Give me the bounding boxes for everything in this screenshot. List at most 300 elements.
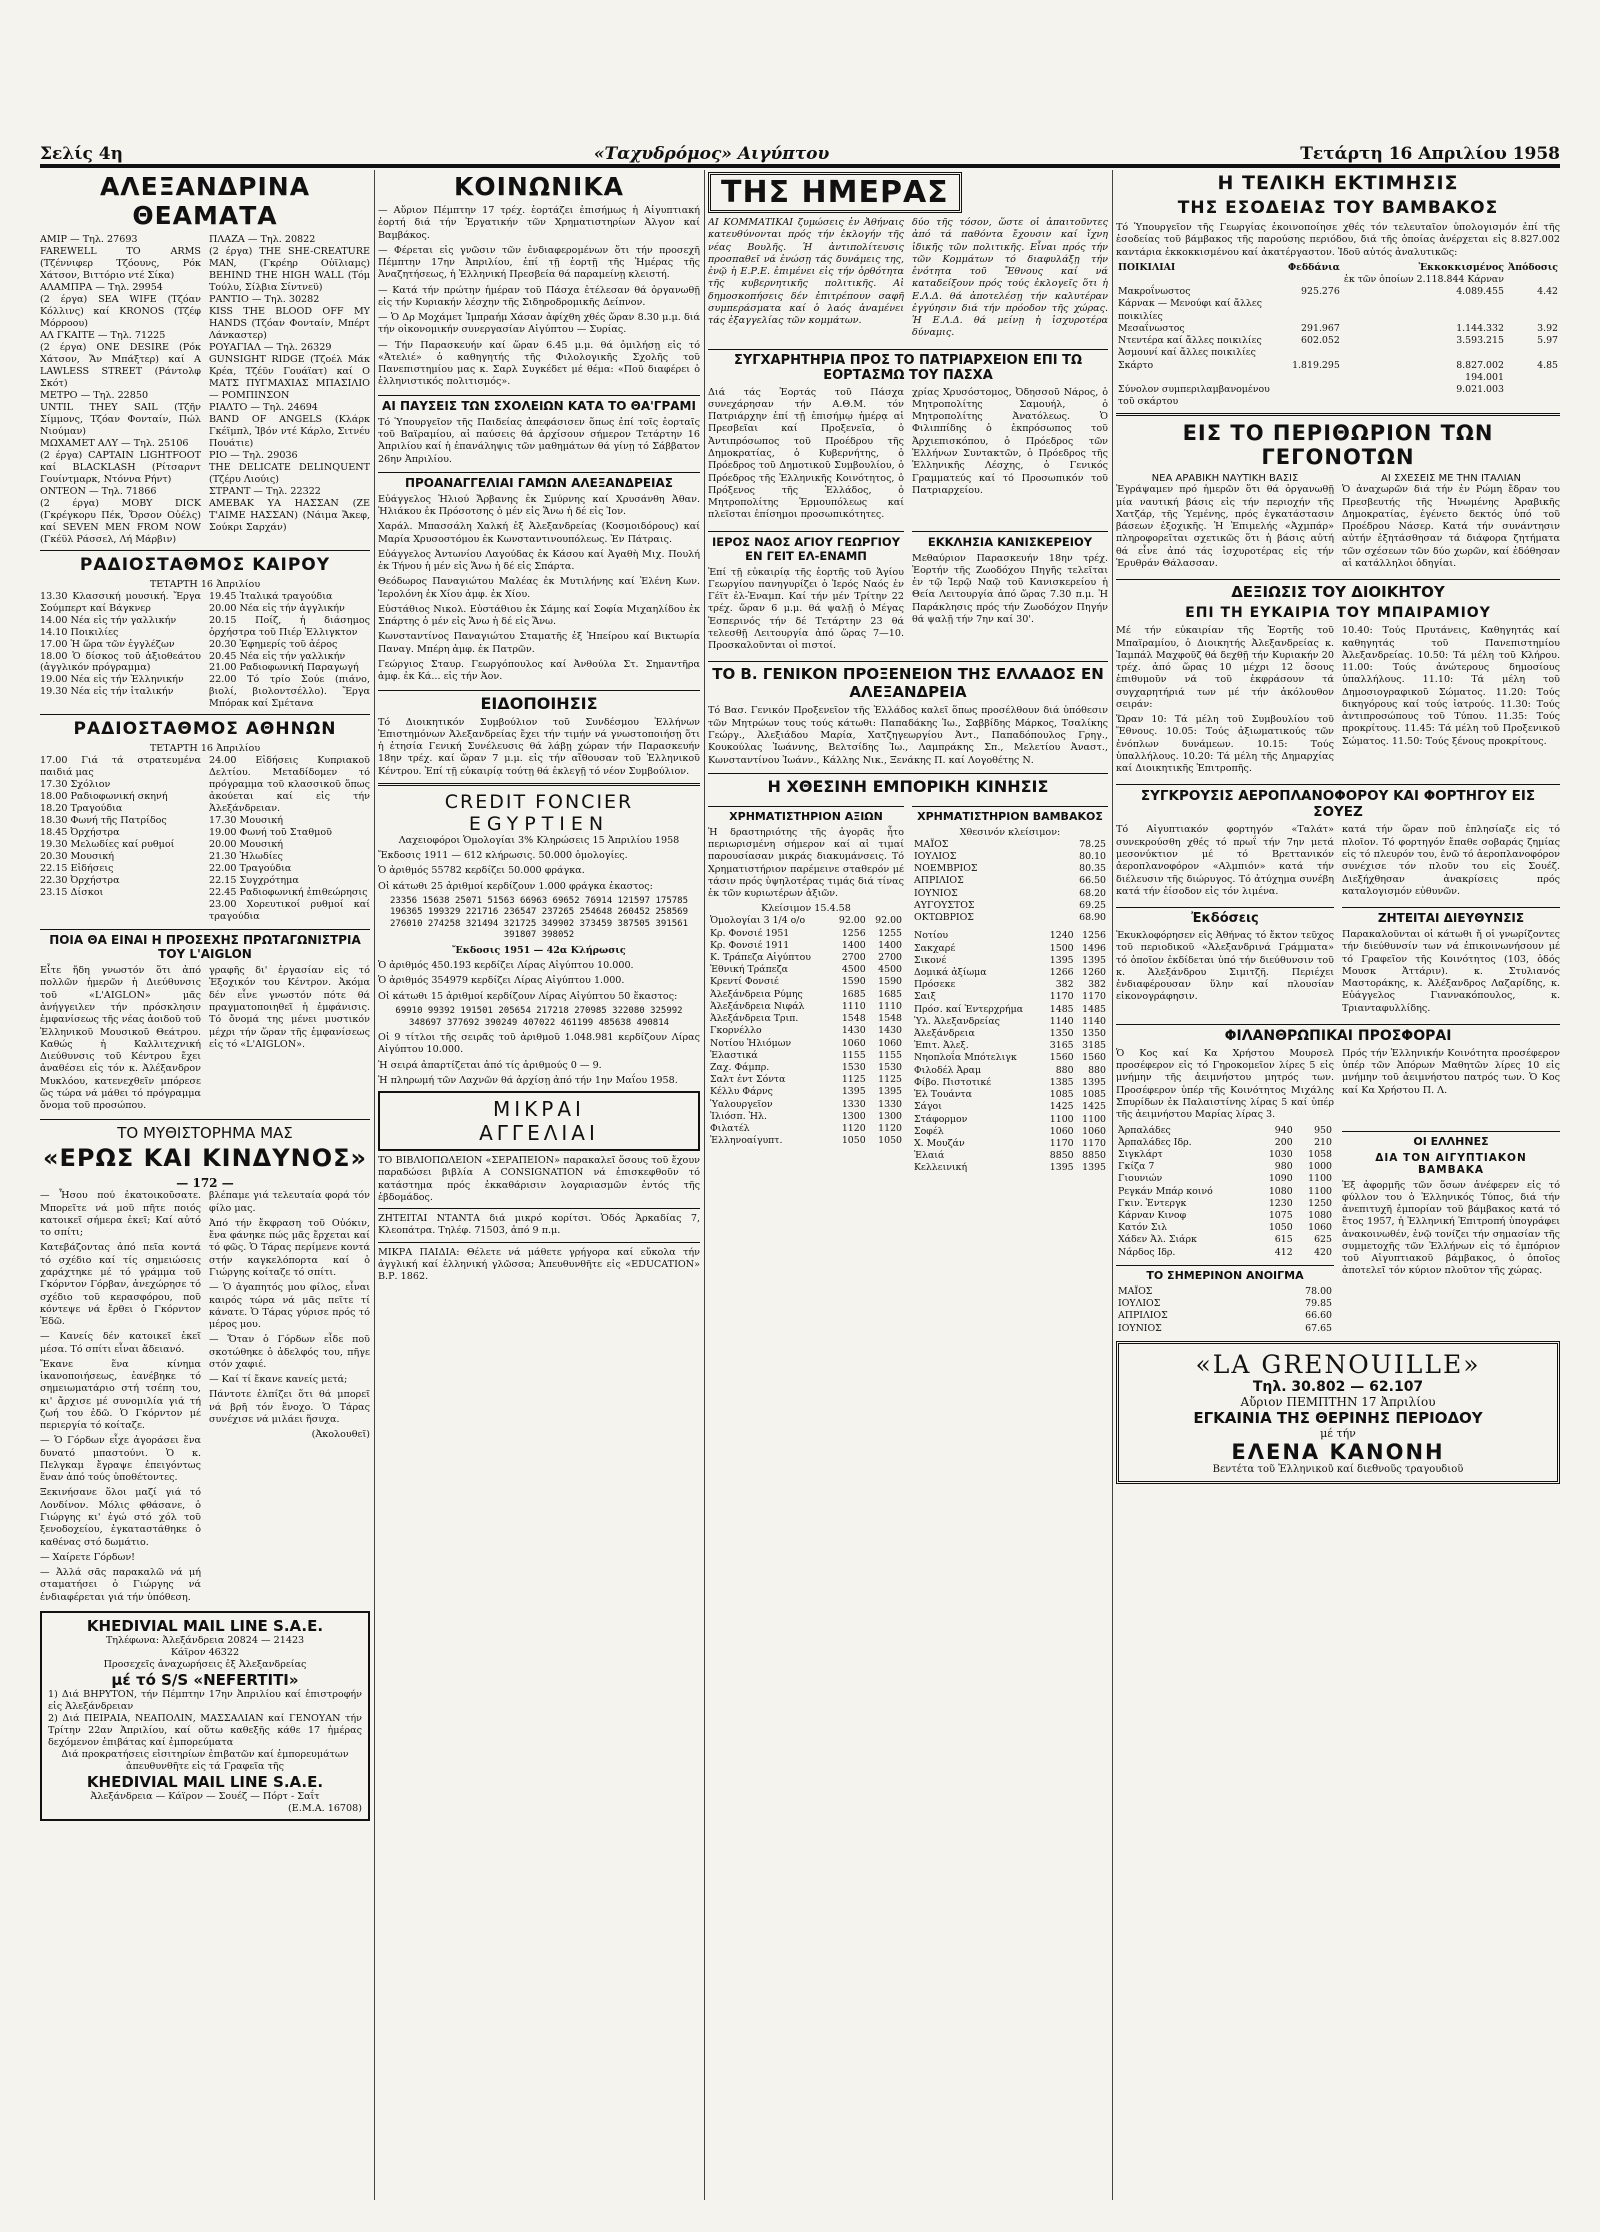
table-cell: 1125 bbox=[878, 1074, 902, 1086]
table-cell: Ντεντέρα καί ἄλλες ποικιλίες bbox=[1118, 335, 1262, 347]
ad-route: 2) Διά ΠΕΙΡΑΙΑ, ΝΕΑΠΟΛΙΝ, ΜΑΣΣΑΛΙΑΝ καί ΓΕΝΟΥΑΝ τήν Τρίτην 22αν Ἀπριλίου, καί οὕτω καθεξῆς κάθε 17 ἡμέρας δεχόμενον ἐπιβάτας καί ἐμπορεύματα bbox=[48, 1712, 362, 1748]
table-cell: 1085 bbox=[1082, 1089, 1106, 1101]
table-cell bbox=[1506, 298, 1560, 322]
ad-cities: Ἀλεξάνδρεια — Κάϊρον — Σουέζ — Πόρτ - Σαΐτ bbox=[90, 1790, 320, 1802]
table-header: ΠΟΙΚΙΛΙΑΙ bbox=[1118, 261, 1176, 273]
table-cell: 5.97 bbox=[1537, 335, 1558, 347]
lottery-line: Ὁ ἀριθμός 55782 κερδίζει 50.000 φράγκα. bbox=[378, 865, 585, 877]
classifieds-heading: ΜΙΚΡΑΙ bbox=[493, 1097, 585, 1122]
stocks-table-2 bbox=[912, 930, 1108, 1174]
program-line: 18.30 Φωνή τῆς Πατρίδος bbox=[40, 815, 167, 827]
novel-paragraph: — Κανείς δέν κατοικεῖ ἐκεῖ μέσα. Τό σπίτι εἶναι ἄδειανό. bbox=[40, 1331, 201, 1355]
table-cell: 1256 bbox=[841, 927, 866, 939]
column-4 bbox=[1116, 170, 1560, 2200]
column-3 bbox=[708, 170, 1108, 2200]
grenouille-star: ΕΛΕΝΑ ΚΑΝΟΝΗ bbox=[1231, 1439, 1445, 1464]
aiglon-article bbox=[40, 965, 370, 1115]
table-cell: 1395 bbox=[878, 1086, 902, 1098]
grenouille-date: Αὔριον ΠΕΜΠΤΗΝ 17 Ἀπριλίου bbox=[1240, 1394, 1436, 1409]
article-text: Τό Ὑπουργεῖον τῆς Γεωργίας ἐκοινοποίησε χθές τόν τελευταῖον ὑπολογισμόν ἐπί τῆς ἐσοδείας τοῦ βάμβακος τῆς παρούσης περιόδου, διά τῆς ὁποίας ἀνέρχεται εἰς 8.827.002 καντάρια ἐκκοκκισμένου καί ἀκατέργαστον. Ἰδοῦ αὐτός ἀναλυτικῶς: bbox=[1116, 222, 1560, 258]
novel-label: ΤΟ ΜΥΘΙΣΤΟΡΗΜΑ ΜΑΣ bbox=[117, 1124, 293, 1143]
program-line: 19.30 Νέα εἰς τήν ἰταλικήν bbox=[40, 686, 174, 698]
cinema-line: ΡΟΥΑΓΙΑΛ — Τηλ. 26329 bbox=[209, 341, 332, 353]
program-line: 20.45 Νέα εἰς τήν γαλλικήν bbox=[209, 650, 346, 662]
table-cell: 1425 bbox=[1082, 1101, 1106, 1113]
article-text: κατά τήν ὥραν ποῦ ἐπλησίαζε εἰς τό πλοῖον. Τό φορτηγόν ἔπαθε σοβαράς ζημίας εἰς τό πλευρόν του, ἐνῶ τό ἀεροπλανοφόρον συνέχισε τόν πλοῦν του εἰς Σουέζ. Διεξήχθησαν ἀνακρίσεις πρός καταλογισμόν εὐθυνῶν. bbox=[1342, 824, 1560, 897]
table-row bbox=[1116, 384, 1560, 408]
table-cell: 1155 bbox=[878, 1049, 902, 1061]
classifieds-box bbox=[378, 1091, 700, 1151]
novel-paragraph: βλέπαμε γιά τελευταία φορά τόν φίλο μας. bbox=[209, 1190, 370, 1214]
table-cell: 4500 bbox=[841, 964, 866, 976]
table-cell: 67.65 bbox=[1305, 1322, 1332, 1334]
credit-foncier-heading-2: EGYPTIEN bbox=[468, 812, 610, 835]
article-text: ΑΙ ΚΟΜΜΑΤΙΚΑΙ ζυμώσεις ἐν Ἀθήναις κατευθύνονται πρός τήν ἐκλογήν τῆς νέας Βουλῆς. Ἡ ἀντιπολίτευσις προσπαθεῖ νά ἐνώσῃ τάς δυνάμεις της, ἐνῷ ἡ Ε.Ρ.Ε. ἐπιμένει εἰς τήν ὀρθότητα τῆς κυβερνητικῆς πολιτικῆς. Αἱ δημοσκοπήσεις δέν ἐπιτρέπουν σαφῆ συμπεράσματα καί ὁ λαός ἀναμένει τάς ἐξαγγελίας τῶν κομμάτων. bbox=[708, 217, 904, 327]
table-cell: ΙΟΥΛΙΟΣ bbox=[914, 850, 957, 862]
table-cell: 8850 bbox=[1049, 1150, 1074, 1162]
table-cell: ΙΟΥΛΙΟΣ bbox=[1118, 1298, 1161, 1310]
ad-phones-cairo: Κάϊρον 46322 bbox=[170, 1646, 240, 1658]
program-line: 20.30 Ἐφημερίς τοῦ ἀέρος bbox=[209, 638, 338, 650]
program-line: 22.00 Τραγούδια bbox=[209, 863, 292, 875]
program-line: 22.45 Ραδιοφωνική ἐπιθεώρησις bbox=[209, 887, 368, 899]
publications-heading: Ἐκδόσεις bbox=[1116, 907, 1334, 926]
table-row bbox=[708, 1086, 904, 1098]
cotton-estimate-heading: Η ΤΕΛΙΚΗ ΕΚΤΙΜΗΣΙΣ bbox=[1217, 172, 1459, 194]
table-row bbox=[912, 1004, 1108, 1016]
cinema-line: ΑΜΙΡ — Τηλ. 27693 bbox=[40, 234, 138, 245]
program-line: 19.30 Μελωδίες καί ρυθμοί bbox=[40, 839, 175, 851]
table-cell: Νηοπλοΐα Μπότελιγκ bbox=[914, 1052, 1017, 1064]
table-cell: 194.001 bbox=[1465, 371, 1504, 383]
table-cell: 1230 bbox=[1268, 1197, 1293, 1209]
table-row bbox=[708, 1038, 904, 1050]
wedding-item: Εὐστάθιος Νικολ. Εὐστάθιου ἐκ Σάμης καί Σοφία Μιχαηλίδου ἐκ Σπάρτης ὁ μέν εἰς Ἄνω ἡ δέ εἰς Ἄνω. bbox=[378, 603, 700, 628]
wedding-item: Χαράλ. Μπασσάλη Χαλκή ἐξ Ἀλεξανδρείας (Κοσμοιδόρους) καί Μαρία Χρυσοστόμου ἐκ Κωνσταντινουπόλεως. Ἐν Πάτραις. bbox=[378, 521, 700, 545]
novel-paragraph: — Χαίρετε Γόρδων! bbox=[40, 1551, 136, 1563]
table-cell: 1060 bbox=[878, 1037, 902, 1049]
article-text: Ἐκυκλοφόρησεν εἰς Ἀθήνας τό ἔκτον τεῦχος τοῦ περιοδικοῦ «Ἀλεξανδρινά Γράμματα» τό ὁποῖον ἐκδίδεται ὑπό τήν διεύθυνσιν τοῦ κ. Ἀλεξάνδρου Σιμιτζῆ. Περιέχει ἐνδιαφέρουσαν ὕλην καί πλουσίαν εἰκονογράφησιν. bbox=[1116, 930, 1334, 1003]
table-cell: 602.052 bbox=[1301, 335, 1340, 347]
table-row bbox=[1116, 1173, 1334, 1185]
table-row bbox=[708, 1013, 904, 1025]
table-row bbox=[708, 940, 904, 952]
novel-paragraph: Ἀπό τήν ἔκφραση τοῦ Οὐόκιν, ἔνα φάνηκε πώς μᾶς ἔρχεται καί τό φῶς. Ὁ Τάρας περίμενε κοντά στήν καγκελόπορτα καί ὁ Γιώργης κοίταζε τό σπίτι. bbox=[209, 1217, 370, 1278]
table-cell: Ἐλληνοαίγυπτ. bbox=[710, 1135, 783, 1147]
table-row bbox=[912, 1040, 1108, 1052]
table-cell: Γκίζα 7 bbox=[1118, 1161, 1155, 1173]
table-row bbox=[1116, 1222, 1334, 1234]
ad-notice: Προσεχεῖς ἀναχωρήσεις ἐξ Ἀλεξανδρείας bbox=[103, 1658, 307, 1670]
novel-paragraph: — Ἦσου πού ἐκατοικοῦσατε. Μπορεῖτε νά μοῦ πῆτε ποιός κατοικεῖ σήμερα ἐκεῖ; Καί αὐτό το σπίτι; bbox=[40, 1190, 201, 1239]
table-cell: 1548 bbox=[878, 1013, 902, 1025]
table-cell: Σοφέλ bbox=[914, 1125, 944, 1137]
table-cell: Φιλατέλ bbox=[710, 1123, 750, 1135]
table-row bbox=[912, 863, 1108, 875]
ad-phones: Τηλέφωνα: Ἀλεξάνδρεια 20824 — 21423 bbox=[105, 1634, 305, 1646]
table-cell: Μακροΐνωστος bbox=[1118, 286, 1191, 298]
table-cell: 980 bbox=[1274, 1161, 1293, 1173]
social-item: — Φέρεται εἰς γνῶσιν τῶν ἐνδιαφερομένων ὅτι τήν προσεχῆ Πέμπτην 17ην Ἀπριλίου, ἐπί τῇ ἑορτῇ τῆς Ἡμέρας τῆς Ἀναζητήσεως, ἡ Ἑλληνική Πρεσβεία θά παραμείνῃ κλειστή. bbox=[378, 244, 700, 281]
reception-article bbox=[1116, 625, 1560, 778]
cinema-line: (2 έργα) THE SHE-CREATURE MAN, (Γκρέηρ Οὐϊλιαμς) BEHIND THE HIGH WALL (Τόμ Τούλυ, Σίλβια Σίντνεϋ) bbox=[209, 245, 370, 293]
article-text: Μεθαύριον Παρασκευήν 18ην τρέχ. Ἑορτήν τῆς Ζωοδόχου Πηγῆς τελεῖται ἐν τῷ Ἱερῷ Ναῷ τοῦ Κανισκερείου ἡ Θεία Λειτουργία ἀπό ὥρας 7.30 π.μ. Ἡ Παράκλησις πρός τήν Ζωοδόχον Πηγήν θά ψαλῇ τήν 7ην καί 30'. bbox=[912, 552, 1108, 625]
table-cell: 4.089.455 bbox=[1456, 286, 1504, 298]
article-text: Ἐπί τῇ εὐκαιρίᾳ τῆς ἑορτῆς τοῦ Ἁγίου Γεωργίου πανηγυρίζει ὁ Ἱερός Ναός ἐν Γέϊτ ἐλ-Ἐναμπ. Καί τήν μέν Τρίτην 22 τρέχ. ὥραν 6 μ.μ. θά ψαλῇ ὁ Μέγας Ἑσπερινός τήν δέ Τετάρτην 23 θά τελεσθῇ Λειτουργία ἀπό ὥρας 7—10. Προσκαλοῦνται οἱ πιστοί. bbox=[708, 566, 904, 652]
table-cell: 92.00 bbox=[838, 915, 866, 927]
patriarchate-heading: ΣΥΓΧΑΡΗΤΗΡΙΑ ΠΡΟΣ ΤΟ ΠΑΤΡΙΑΡΧΕΙΟΝ ΕΠΙ ΤΩ ΕΟΡΤΑΣΜΩ ΤΟΥ ΠΑΣΧΑ bbox=[708, 349, 1108, 383]
article-text: χρίας Χρυσόστομος, Ὀδησσοῦ Νάρος, ὁ Μητροπολίτης Σαμουήλ, ὁ Μητροπολίτης Ἀνατόλεως. Ὁ Φιλιππίδης ὁ ἐκπρόσωπος τοῦ Ἀρχιεπισκόπου, ὁ Πρόεδρος τῶν Ἑλλήνων Συντακτῶν, ὁ Πρόεδρος τῆς Ἑλληνικῆς Λέσχης, ὁ Γενικός Γραμματεύς καί τό Προσωπικόν τοῦ Πατριαρχείου. bbox=[912, 386, 1108, 496]
table-cell: 1050 bbox=[1268, 1222, 1293, 1234]
table-row bbox=[912, 955, 1108, 967]
radio-cairo-program bbox=[40, 591, 370, 711]
table-cell: 950 bbox=[1314, 1124, 1332, 1136]
table-row bbox=[1116, 1161, 1334, 1173]
table-cell: 1395 bbox=[1082, 1076, 1106, 1088]
program-line: 19.00 Φωνή τοῦ Σταθμοῦ bbox=[209, 827, 332, 839]
table-cell: 1050 bbox=[878, 1135, 902, 1147]
table-row bbox=[1116, 1137, 1334, 1149]
credit-foncier-heading: CREDIT FONCIER bbox=[444, 790, 634, 813]
table-cell: 2700 bbox=[841, 952, 866, 963]
margins-articles bbox=[1116, 473, 1560, 573]
table-row bbox=[912, 1016, 1108, 1028]
school-holidays-heading: ΑΙ ΠΑΥΣΕΙΣ ΤΩΝ ΣΧΟΛΕΙΩΝ ΚΑΤΑ ΤΟ ΘΑ'ΓΡΑΜΙ bbox=[378, 395, 700, 413]
table-cell: Φιλοδέλ Ἀραμ bbox=[914, 1064, 982, 1076]
table-row bbox=[708, 1074, 904, 1086]
column-1 bbox=[40, 170, 370, 2200]
table-cell: Χάδεν Ἀλ. Σιάρκ bbox=[1118, 1234, 1197, 1246]
table-cell: Ἀσμουνί καί ἄλλες ποικιλίες bbox=[1118, 347, 1256, 359]
table-cell: Κάρναν Κινοφ bbox=[1118, 1210, 1187, 1222]
greeks-heading: ΟΙ ΕΛΛΗΝΕΣ bbox=[1342, 1131, 1560, 1148]
church-heading: ΕΚΚΛΗΣΙΑ ΚΑΝΙΣΚΕΡΕΙΟΥ bbox=[912, 531, 1108, 549]
cinema-line: ΟΝΤΕΟΝ — Τηλ. 71866 bbox=[40, 485, 157, 497]
table-row bbox=[912, 1089, 1108, 1101]
wedding-item: Εὐάγγελος Ἀντωνίου Λαγούδας ἐκ Κάσου καί Ἀγαθὴ Μιχ. Πουλή ἐκ Τήνου ἡ μέν εἰς Ἄνω ἡ δέ εἰς Σπάρτα. bbox=[378, 548, 700, 573]
table-row bbox=[912, 888, 1108, 900]
novel-paragraph: — Ὁ ἀγαπητός μου φίλος, εἶναι καιρός τώρα νά μᾶς πεῖτε τί κάνατε. Ὁ Τάρας γύρισε πρός τό μέρος μου. bbox=[209, 1282, 370, 1331]
table-cell: 1400 bbox=[878, 939, 902, 951]
cinema-line: BAND OF ANGELS (Κλάρκ Γκέϊμπλ, Ἰβόν ντέ Κάρλο, Σιτνέυ Πουάτιε) bbox=[209, 413, 370, 449]
table-cell: 1590 bbox=[878, 976, 902, 988]
table-cell: 68.90 bbox=[1079, 912, 1106, 924]
lead-article bbox=[708, 217, 1108, 343]
church-heading: ΙΕΡΟΣ ΝΑΟΣ ΑΓΙΟΥ ΓΕΩΡΓΙΟΥ ΕΝ ΓΕΙΤ ΕΛ-ΕΝΑΜΠ bbox=[708, 531, 904, 563]
article-text: Ἡ δραστηριότης τῆς ἀγορᾶς ἦτο περιωρισμένη σήμερον καί αἱ τιμαί παρουσίασαν μικράς διακυμάνσεις. Τό Χρηματιστήριον παρέμεινε σταθερόν μέ τάσιν πρός ὑψηλοτέρας τιμάς διά τίνας ἐκ τῶν κυριωτέρων ἀξιῶν. bbox=[708, 826, 904, 900]
table-row bbox=[912, 1077, 1108, 1089]
table-row bbox=[1116, 1286, 1334, 1298]
table-cell: 1496 bbox=[1082, 942, 1106, 954]
radio-cairo-heading: ΡΑΔΙΟΣΤΑΘΜΟΣ ΚΑΙΡΟΥ bbox=[79, 554, 331, 575]
notice-heading: ΕΙΔΟΠΟΙΗΣΙΣ bbox=[378, 690, 700, 713]
table-cell: 1060 bbox=[1308, 1222, 1332, 1234]
article-text: Μέ τήν εὐκαιρίαν τῆς Ἑορτῆς τοῦ Μπαϊραμίου, ὁ Διοικητής Ἀλεξανδρείας κ. Ἰαμπάλ Μαχφοῦζ θά δεχθῇ τήν Κυριακήν 20 τρέχ. ἀπό ὥρας 10 μέχρι 12 ὅσους ἐπιθυμοῦν νά τοῦ ἐκφράσουν τά συγχαρητήριά των μέ τήν ἀκόλουθον σειράν: bbox=[1116, 625, 1334, 710]
reception-subheading: ΕΠΙ ΤΗ ΕΥΚΑΙΡΙΑ ΤΟΥ ΜΠΑΙΡΑΜΙΟΥ bbox=[1185, 605, 1491, 622]
table-cell: 3165 bbox=[1049, 1040, 1074, 1052]
table-cell: 1.819.295 bbox=[1292, 359, 1340, 371]
lottery-line: Ἔκδοσις 1951 — 42α Κλήρωσις bbox=[452, 944, 626, 956]
table-cell: 66.60 bbox=[1305, 1310, 1332, 1322]
cinema-line: ΜΩΧΑΜΕΤ ΑΛΥ — Τηλ. 25106 bbox=[40, 437, 189, 449]
grenouille-footer: Βεντέτα τοῦ Ἑλληνικοῦ καί διεθνοῦς τραγουδιοῦ bbox=[1212, 1463, 1464, 1475]
table-cell: 940 bbox=[1274, 1124, 1293, 1136]
table-row bbox=[912, 930, 1108, 942]
table-cell: 880 bbox=[1055, 1064, 1074, 1076]
cinema-line: KISS THE BLOOD OFF MY HANDS (Τζόαν Φονταίν, Μπέρτ Λάνκαστερ) bbox=[209, 305, 370, 341]
donations-article bbox=[1116, 1048, 1560, 1125]
wedding-item: Εὐάγγελος Ἡλιού Ἄρβανης ἐκ Σμύρνης καί Χρυσάνθη Ἀθαν. Ἠλιάκου ἐκ Πρόσοτσης ὁ μέν εἰς Ἄνω ἡ δέ εἰς Ἰον. bbox=[378, 493, 700, 518]
ad-company: KHEDIVIAL MAIL LINE S.A.E. bbox=[86, 1616, 324, 1635]
table-cell: 1300 bbox=[841, 1110, 866, 1122]
program-line: 19.00 Νέα εἰς τήν Ἑλληνικήν bbox=[40, 674, 184, 686]
table-cell: Ἐθνική Τράπεζα bbox=[710, 964, 788, 976]
program-line: 24.00 Εἰδήσεις Κυπριακοῦ Δελτίου. Μεταδίδομεν τό πρόγραμμα τοῦ κλασσικοῦ ὅπως ἀκούεται καί εἰς τήν Ἀλεξάνδρειαν. bbox=[209, 755, 370, 815]
address-wanted-heading: ΖΗΤΕΙΤΑΙ ΔΙΕΥΘΥΝΣΙΣ bbox=[1342, 907, 1560, 925]
novel-paragraph: — Καί τί ἔκανε κανείς μετά; bbox=[209, 1374, 348, 1386]
table-row bbox=[1116, 347, 1560, 359]
article-text: Τό Διοικητικόν Συμβούλιον τοῦ Συνδέσμου Ἑλλήνων Ἐπιστημόνων Ἀλεξανδρείας ἔχει τήν τιμήν νά γνωστοποιήσῃ ὅτι ἡ ἐτησία Γενική Συνέλευσις θά λάβῃ χώραν τήν Παρασκευήν 18ην τρέχ. καί ὥραν 7 μ.μ. εἰς τήν αἴθουσαν τοῦ Ἑλληνικοῦ Κέντρου. Ἐπί τῇ εὐκαιρίᾳ τούτῃ θά ἐκλεγῇ τό νέον Συμβούλιον. bbox=[378, 716, 700, 777]
table-row bbox=[912, 1052, 1108, 1064]
table-cell: ΑΠΡΙΛΙΟΣ bbox=[1118, 1310, 1168, 1322]
lottery-line: Ἡ σειρά ἀπαρτίζεται ἀπό τίς ἀριθμούς 0 — 9. bbox=[378, 1059, 602, 1071]
program-line: 22.00 Τό τρίο Σούε (πιάνο, βιολί, βιολοντσέλλο). Ἔργα Μπόρακ καί Σμέτανα bbox=[209, 674, 370, 710]
table-cell: 1300 bbox=[878, 1110, 902, 1122]
khedivial-ad bbox=[40, 1611, 370, 1821]
novel-paragraph: Κατεβάζοντας ἀπό πεῖα κοντά τό σχέδιο καί τίς σημειώσεις χαράχτηκε μέ τό γράμμα τοῦ Γκόρντον Γόρβαν, ἀνεχώρησε τό σχέδιο τοῦ κερασφόρου, ποῦ κόντεψε νά ἔρθει ὁ Γκόρντον Ἐδῶ. bbox=[40, 1242, 201, 1328]
table-cell: 3.593.215 bbox=[1456, 335, 1504, 347]
table-cell: Χ. Μουζάν bbox=[914, 1138, 965, 1149]
cinema-line: ΑΛ ΓΚΑΙΤΕ — Τηλ. 71225 bbox=[40, 329, 166, 341]
table-row bbox=[1116, 1149, 1334, 1161]
lottery-line: Οἱ 9 τίτλοι τῆς σειρᾶς τοῦ ἀριθμοῦ 1.048.981 κερδίζουν Λίρας Αἰγύπτου 10.000. bbox=[378, 1032, 700, 1056]
table-row bbox=[912, 1138, 1108, 1150]
table-cell: 1560 bbox=[1082, 1052, 1106, 1064]
table-row bbox=[1116, 1198, 1334, 1210]
table-cell: 1100 bbox=[1082, 1113, 1106, 1125]
lottery-line: Οἱ κάτωθι 15 ἀριθμοί κερδίζουν Λίρας Αἰγύπτου 50 ἕκαστος: bbox=[378, 990, 678, 1002]
table-cell: 880 bbox=[1088, 1064, 1106, 1076]
program-line: 20.15 Ποίζ, ἡ διάσημος ὀρχήστρα τοῦ Πιέρ Ἐλλιγκτον bbox=[209, 614, 370, 638]
table-cell bbox=[1286, 298, 1342, 322]
table-row bbox=[912, 900, 1108, 912]
lottery-line: Ἡ πληρωμή τῶν Λαχνῶν θά ἀρχίσῃ ἀπό τήν 1ην Μαΐου 1958. bbox=[378, 1074, 678, 1086]
social-heading: ΚΟΙΝΩΝΙΚΑ bbox=[453, 172, 625, 201]
cinema-listings bbox=[40, 234, 370, 546]
article-text: Τό Ὑπουργεῖον τῆς Παιδείας ἀπεφάσισεν ὅπως ἐπί τοῖς ἑορταῖς τοῦ Βαϊραμίου, αἱ παύσεις θά ἀρχίσουν σήμερον Τετάρτην 16 Ἀπριλίου καί ἡ ἐπανάληψις τῶν μαθημάτων θά γίνῃ τό Σάββατον 26ην Ἀπριλίου. bbox=[378, 416, 700, 465]
table-cell: Γκιν. Ἐντεργκ bbox=[1118, 1197, 1187, 1209]
table-cell: 1425 bbox=[1049, 1101, 1074, 1113]
opening-table bbox=[1116, 1286, 1334, 1335]
table-row bbox=[912, 912, 1108, 924]
table-row bbox=[912, 1101, 1108, 1113]
table-cell: 1170 bbox=[1049, 1138, 1074, 1149]
column-divider bbox=[704, 170, 705, 2200]
table-row bbox=[708, 964, 904, 976]
consulate-heading: ΤΟ Β. ΓΕΝΙΚΟΝ ΠΡΟΞΕΝΕΙΟΝ ΤΗΣ ΕΛΛΑΔΟΣ ΕΝ ΑΛΕΞΑΝΔΡΕΙΑ bbox=[708, 661, 1108, 701]
table-cell: 1155 bbox=[841, 1049, 866, 1061]
cinema-line: ΡΑΝΤΙΟ — Τηλ. 30282 bbox=[209, 293, 320, 305]
table-cell: 1050 bbox=[841, 1135, 866, 1147]
table-cell: 8850 bbox=[1082, 1150, 1106, 1162]
ad-route: 1) Διά ΒΗΡΥΤΟΝ, τήν Πέμπτην 17ην Ἀπριλίου καί ἐπιστροφήν εἰς Ἀλεξάνδρειαν bbox=[48, 1688, 362, 1712]
table-cell: Ὑαλουργεῖον bbox=[710, 1098, 773, 1110]
table-cell: 80.35 bbox=[1079, 863, 1106, 875]
table-cell bbox=[1506, 347, 1560, 359]
novel-paragraph: Ξεκινήσανε ὅλοι μαζί γιά τό Λονδίνον. Μόλις φθάσανε, ὁ Γιώργης κι' ἐγώ στό χόλ τοῦ ξενοδοχείου, ἐγκαταστάθηκε ὁ καθένας στό δωμάτιο. bbox=[40, 1487, 201, 1548]
cinema-line: (2 έργα) SEA WIFE (Τζόαν Κόλλινς) καί KRONOS (Τζέφ Μόρροου) bbox=[40, 293, 201, 329]
table-row bbox=[912, 1150, 1108, 1162]
table-cell: 1090 bbox=[1268, 1173, 1293, 1185]
weddings-heading: ΠΡΟΑΝΑΓΓΕΛΙΑΙ ΓΑΜΩΝ ΑΛΕΞΑΝΔΡΕΙΑΣ bbox=[378, 472, 700, 490]
table-cell: ΙΟΥΝΙΟΣ bbox=[1118, 1322, 1162, 1334]
aiglon-heading: ΠΟΙΑ ΘΑ ΕΙΝΑΙ Η ΠΡΟΣΕΧΗΣ ΠΡΩΤΑΓΩΝΙΣΤΡΙΑ ΤΟΥ L'AIGLON bbox=[40, 929, 370, 961]
table-cell: Ὑλ. Ἀλεξανδρείας bbox=[914, 1015, 1000, 1027]
table-cell: 1330 bbox=[841, 1098, 866, 1110]
grenouille-event: ΕΓΚΑΙΝΙΑ ΤΗΣ ΘΕΡΙΝΗΣ ΠΕΡΙΟΔΟΥ bbox=[1193, 1408, 1483, 1427]
table-cell: 1170 bbox=[1082, 991, 1106, 1003]
article-text: Παρακαλοῦνται οἱ κάτωθι ἤ οἱ γνωρίζοντες τήν διεύθυνσίν των νά ἐπικοινωνήσουν μέ τό Γραφεῖον τῆς Κοινότητος (103, ὁδός Μουσκ Ἀττάριν). κ. Στυλιανός Μαστοράκης, κ. Ἀλέξανδρος Λαζαρίδης, κ. Εὐάγγελος Γιαννακόπουλος, κ. Τριανταφυλλίδης. bbox=[1342, 929, 1560, 1014]
column-2 bbox=[378, 170, 700, 2200]
table-row bbox=[708, 928, 904, 940]
table-cell: 8.827.002 bbox=[1456, 359, 1504, 371]
table-row bbox=[912, 851, 1108, 863]
table-cell bbox=[1286, 347, 1342, 359]
cotton-prices-table bbox=[1116, 1125, 1334, 1259]
table-cell: 1395 bbox=[841, 1086, 866, 1098]
cinema-line: (2 έργα) ONE DESIRE (Ρόκ Χάτσον, Ἄν Μπάξτερ) καί A LAWLESS STREET (Ράντολφ Σκότ) bbox=[40, 341, 201, 389]
table-cell: 1530 bbox=[841, 1061, 866, 1073]
table-row bbox=[912, 1028, 1108, 1040]
program-line: 17.30 Μουσική bbox=[209, 815, 284, 827]
table-cell: 1260 bbox=[1082, 966, 1106, 978]
table-cell: 1530 bbox=[878, 1061, 902, 1073]
column-divider bbox=[1112, 170, 1113, 2200]
exchanges bbox=[708, 800, 1108, 1175]
table-cell: 1075 bbox=[1268, 1210, 1293, 1222]
table-cell: 1485 bbox=[1082, 1003, 1106, 1015]
table-header: Ἐκκοκκισμένος bbox=[1418, 261, 1504, 273]
table-cell: Νοτίου bbox=[914, 930, 949, 942]
grenouille-name: «LA GRENOUILLE» bbox=[1195, 1349, 1481, 1379]
table-cell: Γκορνέλλο bbox=[710, 1025, 762, 1037]
program-line: 21.00 Ραδιοφωνική Παραγωγή bbox=[209, 662, 359, 674]
table-cell: Σάγοι bbox=[914, 1101, 942, 1113]
table-cell: Σαλτ ἐντ Σόντα bbox=[710, 1074, 786, 1086]
table-row bbox=[1116, 1247, 1334, 1259]
table-cell: 1080 bbox=[1308, 1210, 1332, 1222]
table-cell: ΙΟΥΝΙΟΣ bbox=[914, 887, 958, 899]
cinema-line: ΠΛΑΖΑ — Τηλ. 20822 bbox=[209, 234, 316, 245]
program-line: 22.15 Εἰδήσεις bbox=[40, 863, 114, 875]
novel-paragraph: Ἔκανε ἕνα κίνημα ἱκανοποιήσεως, ἐανέβηκε τό σημειωματάριο στή τσέπη του, κι' ἄρχισε μέ συνομιλία γιά τή ζωή του ἐδῶ. Ὁ Γκόρντον μέ περιεργία τό κοίταζε. bbox=[40, 1358, 201, 1432]
table-cell: 79.85 bbox=[1305, 1298, 1332, 1310]
table-cell: 1250 bbox=[1308, 1197, 1332, 1209]
table-cell: 1110 bbox=[841, 1000, 866, 1012]
program-line: 22.15 Συγχρότημα bbox=[209, 875, 299, 887]
program-line: 14.00 Νέα εἰς τήν γαλλικήν bbox=[40, 614, 177, 626]
table-cell: 1395 bbox=[1049, 1162, 1074, 1174]
program-line: 17.00 Γιά τά στρατευμένα παιδιά μας bbox=[40, 755, 201, 779]
table-cell: ΜΑΪΟΣ bbox=[914, 838, 949, 850]
table-cell: 78.25 bbox=[1079, 838, 1106, 850]
collision-article bbox=[1116, 824, 1560, 901]
table-cell: 1395 bbox=[1082, 1162, 1106, 1174]
cinema-line: UNTIL THEY SAIL (Τζῆν Σίμμονς, Τζόαν Φονταίν, Πώλ Νιούμαν) bbox=[40, 401, 201, 437]
table-row bbox=[1116, 1186, 1334, 1198]
winning-numbers: 69910 99392 191501 205654 217218 270985 322080 325992 348697 377692 390249 407022 461199 485638 490814 bbox=[395, 1006, 683, 1028]
patriarchate-article bbox=[708, 387, 1108, 525]
table-cell: Ἑλ Τουάντα bbox=[914, 1089, 972, 1101]
sub-heading: ΑΙ ΣΧΕΣΕΙΣ ΜΕ ΤΗΝ ΙΤΑΛΙΑΝ bbox=[1381, 473, 1521, 485]
program-line: 18.00 Ὁ δίσκος τοῦ ἀξιοθεάτου (ἀγγλικόν πρόγραμμα) bbox=[40, 650, 201, 674]
article-text: Τό Βασ. Γενικόν Προξενεῖον τῆς Ἑλλάδος καλεῖ ὅπως προσέλθουν διά ὑπόθεσιν τῶν Μητρώων τους τούς κάτωθι: Παπαδάκης Ἰω., Σαββίδης Μάρκος, Τσαλίκης Γεώργ., Ἀλεξιάδου Μαρία, Χατζηγεωργίου Ἀντ., Παπαδόπουλος Γρηγ., Κουκούλας Ἰωάννης, Βελτσίδης Ἰω., Λαμπράκης Σπ., Μελετίου Ἀναστ., Κωνσταντίνου Ἰωάνν., Κάλλης Νικ., Ξενάκης Π. καί Λογοθέτης Ν. bbox=[708, 705, 1108, 766]
wedding-item: Κωνσταντίνος Παναγιώτου Σταματῆς ἐξ Ἠπείρου καί Βικτωρία Παναγ. Μπέρη ἀμφ. ἐκ Πατρῶν. bbox=[378, 631, 700, 655]
program-line: 20.00 Νέα εἰς τήν ἀγγλικήν bbox=[209, 602, 345, 614]
table-cell: 382 bbox=[1055, 979, 1074, 991]
table-cell: 1110 bbox=[878, 1000, 902, 1012]
table-cell: Ἀλεξάνδρεια Τριπ. bbox=[710, 1013, 799, 1025]
program-line: 20.00 Μουσική bbox=[209, 839, 284, 851]
lottery-line: Ὁ ἀριθμός 354979 κερδίζει Λίρας Αἰγύπτου 1.000. bbox=[378, 975, 625, 987]
table-row bbox=[912, 1126, 1108, 1138]
table-cell: 1170 bbox=[1049, 991, 1074, 1003]
table-cell bbox=[1286, 372, 1342, 384]
table-cell bbox=[1342, 298, 1506, 322]
cotton-closing-label: Χθεσινόν κλείσιμον: bbox=[959, 826, 1061, 838]
table-cell: 80.10 bbox=[1079, 850, 1106, 862]
table-cell: Κρ. Φονσιέ 1951 bbox=[710, 927, 790, 939]
donations-heading: ΦΙΛΑΝΘΡΩΠΙΚΑΙ ΠΡΟΣΦΟΡΑΙ bbox=[1116, 1024, 1560, 1044]
grenouille-phone: Τηλ. 30.802 — 62.107 bbox=[1252, 1378, 1424, 1395]
table-cell: 1170 bbox=[1082, 1138, 1106, 1149]
article-text: Ὁ ἀναχωρῶν διά τήν ἐν Ρώμη ἔδραν του Πρεσβευτής τῆς Ἡνωμένης Ἀραβικῆς Δημοκρατίας, ἐγένετο δεκτός ὑπό τοῦ Προέδρου Νάσερ. Κατά τήν συνάντησιν αὐτήν ἐξητάσθησαν τά διάφορα ζητήματα τῶν σχέσεων τῶν δύο χωρῶν, καί ἐδόθησαν αἱ κατάλληλοι ὁδηγίαι. bbox=[1342, 484, 1560, 570]
table-cell: 1590 bbox=[841, 976, 866, 988]
table-cell: 1100 bbox=[1308, 1173, 1332, 1185]
table-cell: 1395 bbox=[1082, 954, 1106, 966]
table-row bbox=[1116, 286, 1560, 298]
table-cell: Ἐλαστικά bbox=[710, 1049, 758, 1061]
table-row bbox=[708, 915, 904, 927]
table-row bbox=[1116, 335, 1560, 347]
table-cell: ΟΚΤΩΒΡΙΟΣ bbox=[914, 912, 974, 924]
cinema-line: ΡΙΑΛΤΟ — Τηλ. 24694 bbox=[209, 401, 318, 413]
masthead-date: Τετάρτη 16 Απριλίου 1958 bbox=[1300, 144, 1560, 164]
table-cell: 1430 bbox=[841, 1025, 866, 1037]
table-subheader: ἐκ τῶν ὁποίων 2.118.844 Κάρναν bbox=[1343, 274, 1504, 286]
table-row bbox=[1116, 1125, 1334, 1137]
table-cell: 210 bbox=[1314, 1136, 1332, 1148]
table-cell: 1685 bbox=[841, 988, 866, 1000]
social-item: — Ὁ Δρ Μοχάμετ Ἰμπραήμ Χάσαν ἀφίχθη χθές ὥραν 8.30 μ.μ. διά τήν οἰκονομικήν συνεργασίαν Αἰγύπτου — Συρίας. bbox=[378, 312, 700, 336]
stock-exchange-heading: ΧΡΗΜΑΤΙΣΤΗΡΙΟΝ ΑΞΙΩΝ bbox=[708, 806, 904, 823]
table-cell: Ρεγκάν Μπάρ κοινό bbox=[1118, 1185, 1213, 1197]
winning-numbers: 23356 15638 25071 51563 66963 69652 76914 121597 175785 196365 199329 221716 236547 237265 254648 260452 258569 276010 274258 321494 321725 349902 373459 387505 391561 391807 398052 bbox=[389, 895, 688, 941]
commerce-heading: Η ΧΘΕΣΙΝΗ ΕΜΠΟΡΙΚΗ ΚΙΝΗΣΙΣ bbox=[708, 773, 1108, 796]
table-cell bbox=[1286, 384, 1342, 408]
table-cell: 1385 bbox=[1049, 1076, 1074, 1088]
table-cell: 3.92 bbox=[1537, 322, 1558, 334]
program-line: 18.00 Ραδιοφωνική σκηνή bbox=[40, 791, 168, 803]
table-cell: 4.85 bbox=[1537, 359, 1558, 371]
article-text: 10.40: Τούς Πρυτάνεις, Καθηγητάς καί καθηγητάς τοῦ Πανεπιστημίου Ἀλεξανδρείας. 10.50: Τά μέλη τοῦ Κλήρου. 11.00: Τούς ἀνώτερους δημοσίους ὑπαλλήλους. 11.10: Τά μέλη τοῦ Δημοσιογραφικοῦ Σώματος. 11.20: Τούς δικηγόρους καί τούς ἰατρούς. 11.30: Τούς ἀντιπροσώπους τοῦ Τύπου. 11.35: Τούς προκρίτους. 11.45: Τά μέλη τοῦ Προξενικοῦ Σώματος. 11.50: Τούς ξένους προκρίτους. bbox=[1342, 625, 1560, 747]
table-cell: 92.00 bbox=[875, 915, 902, 927]
table-cell: 1000 bbox=[1308, 1161, 1332, 1173]
table-row bbox=[708, 976, 904, 988]
table-cell: Ἐπιτ. Ἀλεξ. bbox=[914, 1040, 969, 1052]
table-cell: 1.144.332 bbox=[1456, 322, 1504, 334]
classifieds-heading-2: ΑΓΓΕΛΙΑΙ bbox=[479, 1121, 599, 1146]
